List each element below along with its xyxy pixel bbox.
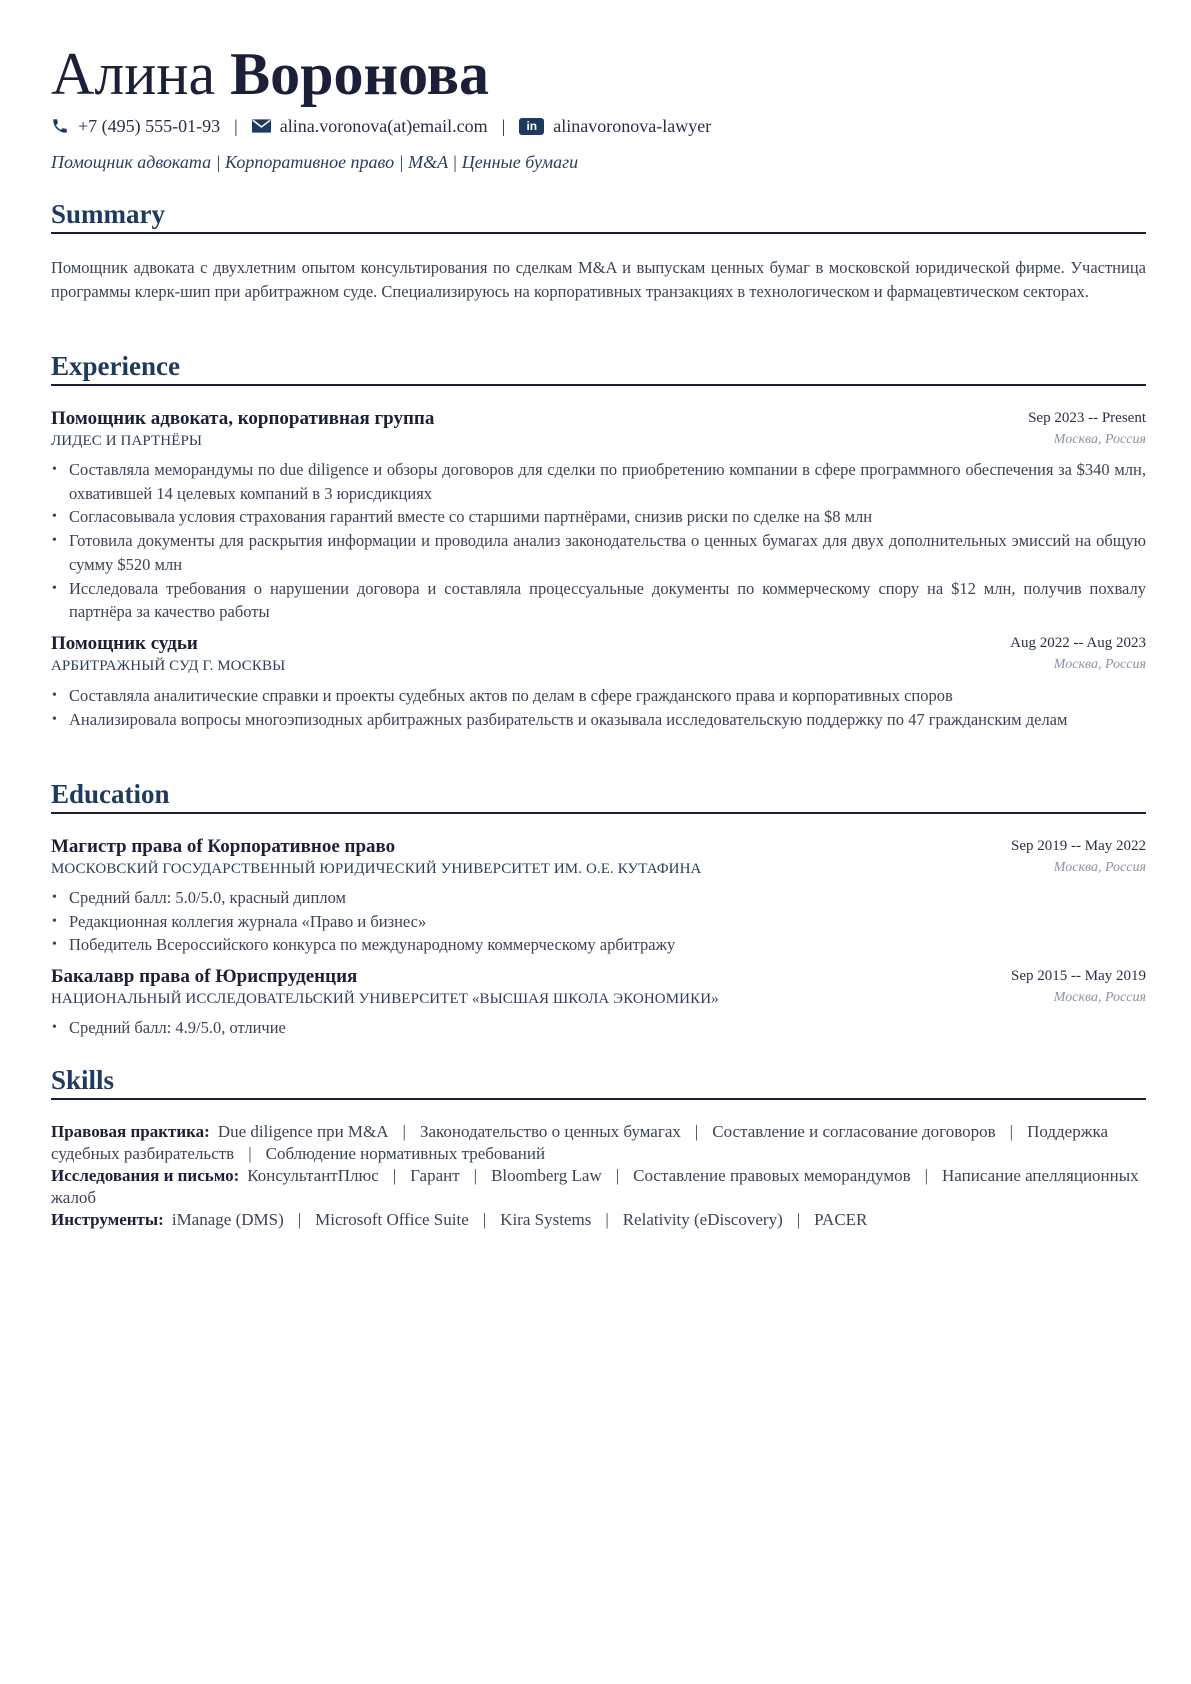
job-location: Москва, Россия bbox=[1053, 432, 1146, 447]
skill-item: Microsoft Office Suite bbox=[315, 1210, 469, 1229]
degree-dates: Sep 2019 -- May 2022 bbox=[1011, 838, 1146, 854]
skill-item: Составление и согласование договоров bbox=[712, 1122, 996, 1141]
list-item: • Победитель Всероссийского конкурса по международному коммерческому арбитражу bbox=[51, 933, 1146, 957]
degree-bullets bbox=[51, 886, 1146, 957]
separator: | bbox=[248, 1144, 252, 1163]
skills-row-tools bbox=[51, 1209, 1146, 1231]
job-dates: Sep 2023 -- Present bbox=[1028, 410, 1146, 426]
degree-location: Москва, Россия bbox=[1053, 990, 1146, 1005]
job-dates: Aug 2022 -- Aug 2023 bbox=[1010, 635, 1146, 651]
phone-number: +7 (495) 555-01-93 bbox=[78, 115, 221, 136]
first-name: Алина bbox=[51, 41, 216, 107]
education-heading: Education bbox=[51, 777, 1146, 814]
email-address: alina.voronova(at)email.com bbox=[279, 115, 488, 136]
linkedin-icon: in bbox=[519, 118, 544, 135]
list-item: • Исследовала требования о нарушении договора и составляла процессуальные документы по коммерческому спору на $12 млн, получив похвалу партнёра за качество работы bbox=[51, 577, 1146, 624]
skill-item: iManage (DMS) bbox=[171, 1210, 284, 1229]
separator: | bbox=[473, 1166, 478, 1185]
candidate-name bbox=[51, 38, 489, 110]
separator: | bbox=[694, 1122, 699, 1141]
summary-heading: Summary bbox=[51, 197, 1146, 234]
separator: | bbox=[1009, 1122, 1014, 1141]
skill-item: Bloomberg Law bbox=[491, 1166, 602, 1185]
list-item: • Средний балл: 4.9/5.0, отличие bbox=[51, 1016, 1146, 1040]
skill-item: Due diligence при M&A bbox=[217, 1122, 389, 1141]
phone-contact[interactable] bbox=[51, 116, 220, 137]
degree-title: Магистр права of Корпоративное право bbox=[51, 836, 396, 857]
employer-name: АРБИТРАЖНЫЙ СУД Г. МОСКВЫ bbox=[51, 658, 286, 674]
job-location: Москва, Россия bbox=[1053, 657, 1146, 672]
list-item: • Анализировала вопросы многоэпизодных арбитражных разбирательств и оказывала исследовательскую поддержку по 47 гражданским делам bbox=[51, 708, 1146, 732]
university-name: НАЦИОНАЛЬНЫЙ ИССЛЕДОВАТЕЛЬСКИЙ УНИВЕРСИТЕТ «ВЫСШАЯ ШКОЛА ЭКОНОМИКИ» bbox=[51, 991, 719, 1007]
separator: | bbox=[501, 115, 506, 136]
employer-name: ЛИДЕС И ПАРТНЁРЫ bbox=[51, 433, 203, 449]
experience-heading: Experience bbox=[51, 349, 1146, 386]
linkedin-handle: alinavoronova-lawyer bbox=[553, 115, 712, 136]
university-name: МОСКОВСКИЙ ГОСУДАРСТВЕННЫЙ ЮРИДИЧЕСКИЙ УНИВЕРСИТЕТ ИМ. О.Е. КУТАФИНА bbox=[51, 861, 702, 877]
list-item: • Готовила документы для раскрытия информации и проводила анализ законодательства о ценных бумагах для двух дополнительных эмиссий на общую сумму $520 млн bbox=[51, 529, 1146, 576]
skills-row-research bbox=[51, 1165, 1146, 1209]
degree-bullets bbox=[51, 1016, 1146, 1040]
separator: | bbox=[482, 1210, 487, 1229]
contact-line bbox=[51, 114, 711, 138]
skills-heading: Skills bbox=[51, 1063, 1146, 1100]
email-contact[interactable] bbox=[252, 116, 488, 137]
separator: | bbox=[605, 1210, 609, 1229]
skill-item: Законодательство о ценных бумагах bbox=[419, 1122, 681, 1141]
skill-item: Kira Systems bbox=[500, 1210, 592, 1229]
envelope-icon bbox=[252, 119, 271, 133]
skill-item: Составление правовых меморандумов bbox=[633, 1166, 911, 1185]
skills-label: Правовая практика: bbox=[51, 1122, 210, 1141]
list-item: • Составляла аналитические справки и проекты судебных актов по делам в сфере гражданского права и корпоративных споров bbox=[51, 684, 1146, 708]
list-item: • Средний балл: 5.0/5.0, красный диплом bbox=[51, 886, 1146, 910]
tagline: Помощник адвоката | Корпоративное право | M&A | Ценные бумаги bbox=[51, 152, 579, 172]
separator: | bbox=[234, 115, 238, 136]
separator: | bbox=[392, 1166, 397, 1185]
job-bullets bbox=[51, 458, 1146, 624]
separator: | bbox=[924, 1166, 929, 1185]
skill-item: КонсультантПлюс bbox=[247, 1166, 379, 1185]
separator: | bbox=[615, 1166, 620, 1185]
skills-label: Инструменты: bbox=[51, 1210, 164, 1229]
phone-icon bbox=[51, 117, 69, 135]
list-item: • Редакционная коллегия журнала «Право и бизнес» bbox=[51, 910, 1146, 934]
skill-item: Соблюдение нормативных требований bbox=[265, 1144, 546, 1163]
list-item: • Составляла меморандумы по due diligence и обзоры договоров для сделки по приобретению компании в сфере программного обеспечения за $340 млн, охватившей 14 целевых компаний в 3 юрисдикциях bbox=[51, 458, 1146, 505]
skills-row-legal bbox=[51, 1121, 1146, 1165]
skill-item: PACER bbox=[814, 1210, 868, 1229]
job-bullets bbox=[51, 684, 1146, 731]
degree-dates: Sep 2015 -- May 2019 bbox=[1011, 968, 1146, 984]
skill-item: Гарант bbox=[410, 1166, 460, 1185]
skills-list bbox=[51, 1121, 1146, 1231]
skills-label: Исследования и письмо: bbox=[51, 1166, 240, 1185]
separator: | bbox=[796, 1210, 801, 1229]
job-title: Помощник судьи bbox=[51, 633, 198, 654]
last-name: Воронова bbox=[230, 41, 489, 107]
list-item: • Согласовывала условия страхования гарантий вместе со старшими партнёрами, снизив риски по сделке на $8 млн bbox=[51, 505, 1146, 529]
degree-title: Бакалавр права of Юриспруденция bbox=[51, 966, 358, 987]
separator: | bbox=[297, 1210, 302, 1229]
separator: | bbox=[402, 1122, 406, 1141]
skill-item: Написание апелляционных жалоб bbox=[51, 1166, 1139, 1207]
job-title: Помощник адвоката, корпоративная группа bbox=[51, 408, 435, 429]
skill-item: Поддержка судебных разбирательств bbox=[51, 1122, 1108, 1163]
skill-item: Relativity (eDiscovery) bbox=[622, 1210, 783, 1229]
degree-location: Москва, Россия bbox=[1053, 860, 1146, 875]
summary-text: Помощник адвоката с двухлетним опытом консультирования по сделкам M&A и выпускам ценных бумаг в московской юридической фирме. Участница программы клерк-шип при арбитражном суде. Специализируюсь на корпоративных транзакциях в технологическом и фармацевтическом секторах. bbox=[51, 258, 1146, 301]
linkedin-contact[interactable] bbox=[519, 116, 711, 137]
